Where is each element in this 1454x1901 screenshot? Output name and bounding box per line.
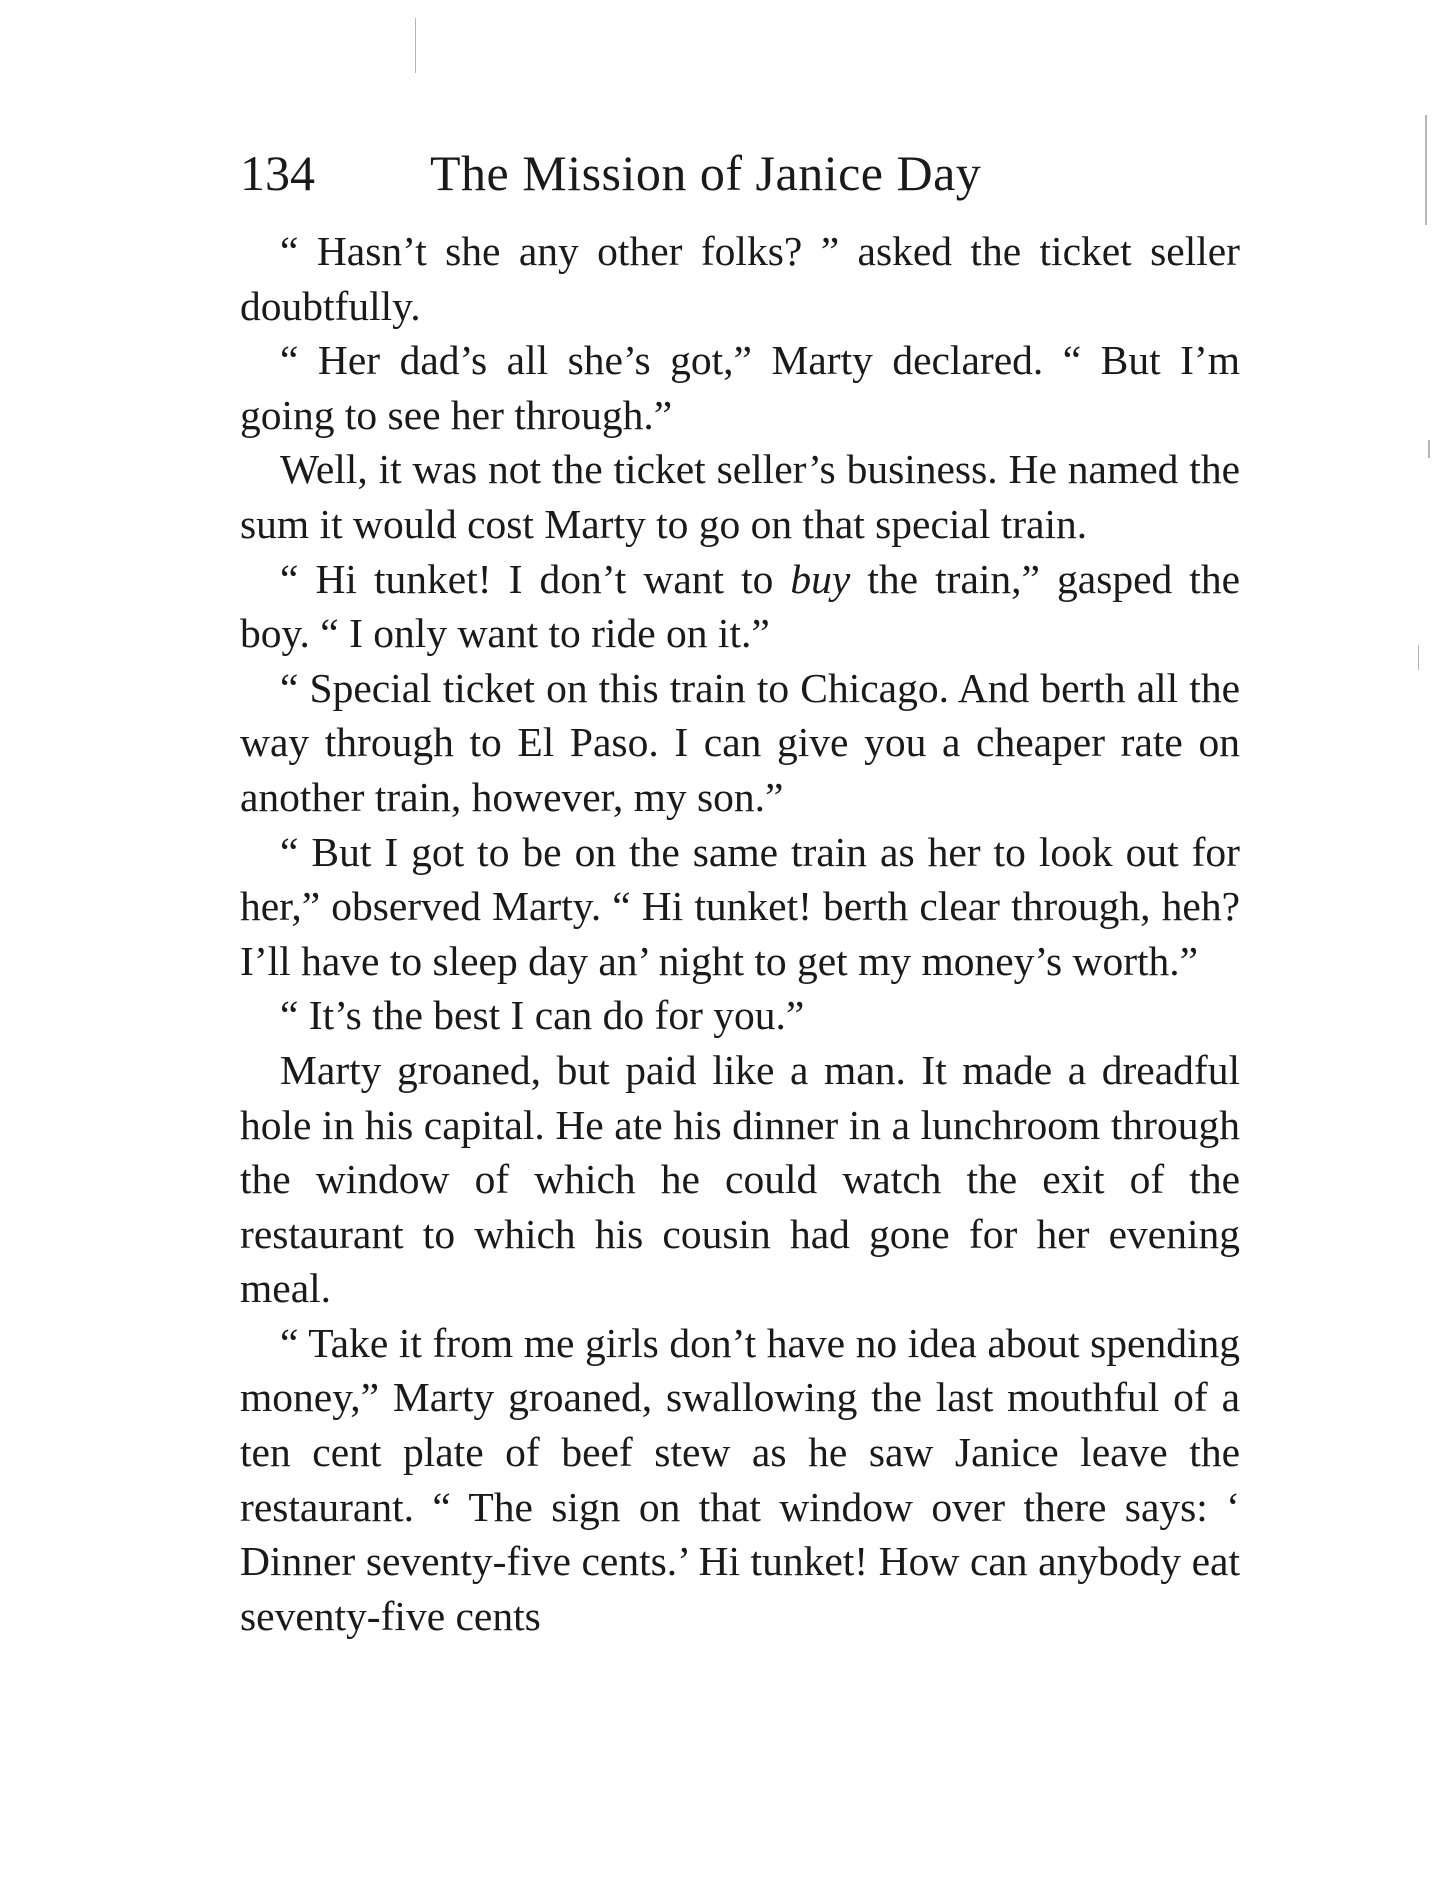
scan-speck xyxy=(415,18,416,73)
scan-speck xyxy=(1418,645,1419,670)
page-number: 134 xyxy=(240,145,315,201)
paragraph-text: the train,” gasped the boy. “ I only want to ride on it.” xyxy=(240,555,1241,657)
scan-speck xyxy=(1425,115,1427,225)
emphasis-text: buy xyxy=(790,555,851,602)
paragraph: “ Her dad’s all she’s got,” Marty declared. “ But I’m going to see her through.” xyxy=(240,337,1240,438)
paragraph: “ But I got to be on the same train as her to look out for her,” observed Marty. “ Hi tunket! berth clear through, heh? I’ll have to sleep day an’ night to get my money’s worth.” xyxy=(240,828,1240,984)
paragraph: “ It’s the best I can do for you.” xyxy=(280,992,805,1039)
body-text xyxy=(240,224,1240,1643)
scan-speck xyxy=(1428,440,1430,458)
paragraph: “ Special ticket on this train to Chicago. And berth all the way through to El Paso. I can give you a cheaper rate on another train, however, my son.” xyxy=(240,664,1240,820)
paragraph: Marty groaned, but paid like a man. It made a dreadful hole in his capital. He ate his dinner in a lunchroom through the window of which he could watch the exit of the restaurant to which his cousin had gone for her evening meal. xyxy=(240,1046,1240,1312)
paragraph: Well, it was not the ticket seller’s business. He named the sum it would cost Marty to go on that special train. xyxy=(240,446,1240,547)
paragraph-text: “ Hi tunket! I don’t want to xyxy=(280,555,791,602)
paragraph: “ Hasn’t she any other folks? ” asked the ticket seller doubtfully. xyxy=(240,228,1240,329)
paragraph xyxy=(240,552,1240,661)
paragraph: “ Take it from me girls don’t have no idea about spending money,” Marty groaned, swallowing the last mouthful of a ten cent plate of beef stew as he saw Janice leave the restaurant. “ The sign on that window over there says: ‘ Dinner seventy-five cents.’ Hi tunket! How can anybody eat seventy-five cents xyxy=(240,1319,1240,1639)
running-header xyxy=(240,138,1250,208)
running-title: The Mission of Janice Day xyxy=(430,145,982,201)
